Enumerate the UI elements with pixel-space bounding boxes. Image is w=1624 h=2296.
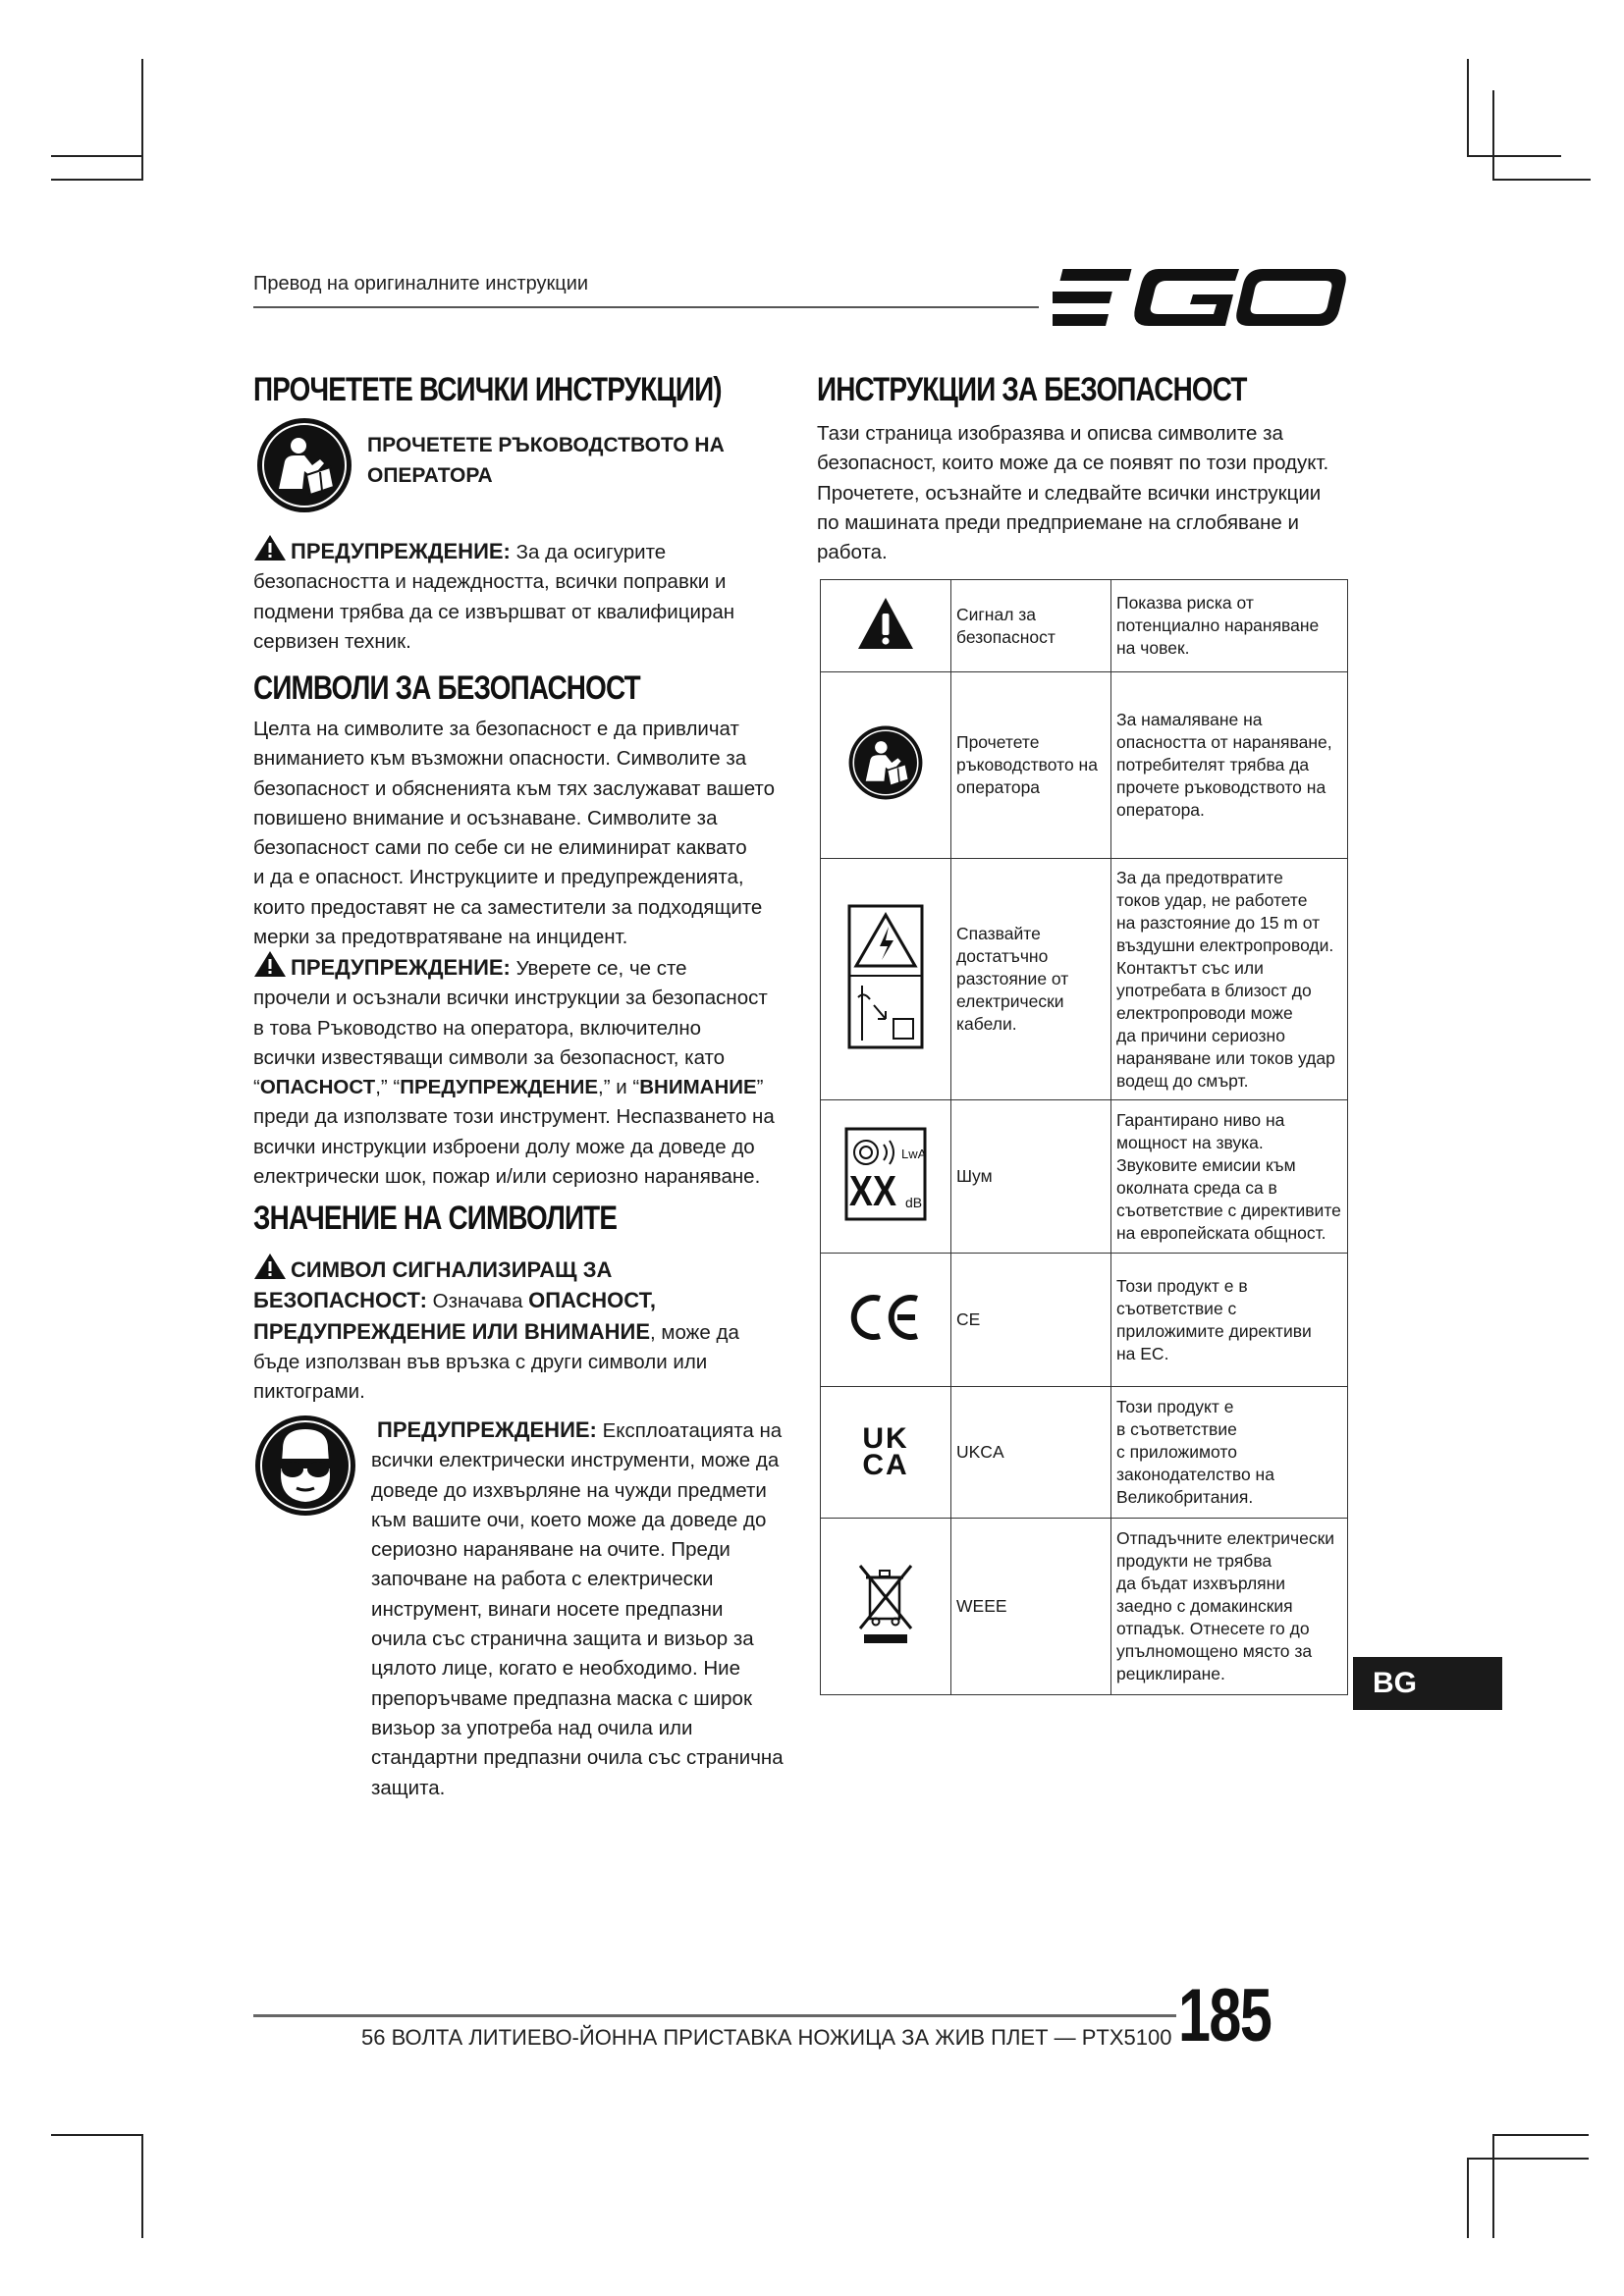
- text-line: електрически шок, пожар и/или сериозно нараняване.: [253, 1165, 761, 1189]
- text-line: всички известяващи символи за безопасност, като: [253, 1045, 726, 1069]
- text-line: сериозно нараняване на очите. Преди: [371, 1538, 731, 1562]
- text-line: препоръчваме предпазна маска с широк: [371, 1686, 752, 1710]
- footer-rule: [253, 2014, 1176, 2017]
- text-line: оператора: [956, 777, 1041, 797]
- warning-triangle-icon: [253, 950, 287, 978]
- text-line: на разстояние до 15 m от: [1116, 912, 1321, 933]
- text-line: безопасност и обясненията към тях заслужават вашето: [253, 776, 775, 800]
- text-line: започване на работа с електрически: [371, 1568, 714, 1591]
- power-line-distance-icon: [846, 903, 925, 1050]
- text-line: законодателство на: [1116, 1465, 1274, 1484]
- text-line: упълномощено място за: [1116, 1641, 1313, 1661]
- text-line: кабели.: [956, 1014, 1017, 1034]
- text-line: отпадък. Отнесете го до: [1116, 1619, 1310, 1638]
- text-line: повишено внимание и осъзнаване. Символите за: [253, 806, 718, 829]
- crop-mark: [1492, 2134, 1589, 2136]
- heading-symbol-meaning: ЗНАЧЕНИЕ НА СИМВОЛИТЕ: [253, 1200, 618, 1237]
- text-line: “ОПАСНОСТ,” “ПРЕДУПРЕЖДЕНИЕ,” и “ВНИМАНИЕ”: [253, 1076, 764, 1099]
- symbol-desc-cell: [1111, 859, 1348, 1100]
- text-line: Този продукт е: [1116, 1397, 1234, 1416]
- symbol-cell: [821, 580, 951, 672]
- text-line: нараняване или токов удар: [1116, 1047, 1335, 1068]
- symbol-cell: [821, 1254, 951, 1387]
- table-row: [821, 1519, 1348, 1695]
- text-line: електропроводи може: [1116, 1002, 1293, 1023]
- heading-read-all: ПРОЧЕТЕТЕ ВСИЧКИ ИНСТРУКЦИИ): [253, 371, 722, 408]
- text-line: мощност на звука.: [1116, 1132, 1264, 1152]
- text-line: безопасност: [956, 626, 1056, 647]
- text-line: оператора.: [1116, 800, 1205, 820]
- keyword-warning-attention: ПРЕДУПРЕЖДЕНИЕ ИЛИ ВНИМАНИЕ: [253, 1318, 651, 1344]
- text-line: Спазвайте: [956, 924, 1041, 943]
- text-line: Прочетете: [956, 732, 1040, 752]
- warning-label: ПРЕДУПРЕЖДЕНИЕ:: [377, 1417, 597, 1442]
- text-line: ръководството на: [956, 755, 1098, 774]
- text-line: За да осигурите: [515, 541, 667, 563]
- page-number: 185: [1178, 1974, 1272, 2057]
- read-manual-line1: ПРОЧЕТЕТЕ РЪКОВОДСТВОТО НА: [367, 434, 725, 456]
- language-tab: BG: [1353, 1657, 1502, 1710]
- symbol-desc-cell: [1111, 580, 1348, 672]
- text-line: токов удар, не работете: [1116, 889, 1308, 910]
- text-line: достатъчно: [956, 946, 1049, 966]
- text-line: визьор за употреба над очила или: [371, 1716, 693, 1739]
- crop-mark: [51, 2134, 143, 2136]
- text-line: заедно с домакинския: [1116, 1596, 1293, 1616]
- text-and: и: [616, 1076, 627, 1099]
- symbol-desc-cell: [1111, 1519, 1348, 1695]
- text-line: подмени трябва да се извършват от квалифициран: [253, 600, 735, 623]
- warning-triangle-icon: [253, 534, 287, 561]
- text-line: защита.: [371, 1776, 446, 1799]
- symbols-paragraph: [253, 715, 784, 952]
- text-line: прочели и осъзнали всички инструкции за безопасност: [253, 987, 768, 1010]
- noise-db-label: dB: [905, 1195, 923, 1210]
- text-line: Този продукт е в: [1116, 1275, 1248, 1296]
- text-line: на ЕС.: [1116, 1343, 1169, 1363]
- text-line: съответствие с директивите: [1116, 1200, 1341, 1220]
- crop-mark: [51, 179, 143, 181]
- symbol-name-cell: [951, 580, 1111, 672]
- crop-mark: [141, 59, 143, 179]
- text-line: които предоставят не са заместители за подходящите: [253, 895, 763, 919]
- alert-title: БЕЗОПАСНОСТ:: [253, 1288, 427, 1313]
- ukca-bottom: CA: [862, 1449, 909, 1481]
- text-line: Сигнал за: [956, 604, 1037, 624]
- text-line: стандартни предпазни очила със странична: [371, 1746, 784, 1770]
- keyword-attention: ВНИМАНИЕ: [639, 1076, 757, 1099]
- warning-label: ПРЕДУПРЕЖДЕНИЕ:: [291, 539, 511, 563]
- text-line: приложимите директиви: [1116, 1320, 1312, 1341]
- symbol-desc-cell: [1111, 1387, 1348, 1519]
- table-row: [821, 1387, 1348, 1519]
- table-row: [821, 1254, 1348, 1387]
- noise-level-icon: [844, 1127, 927, 1221]
- text-line: доведе до изхвърляне на чужди предмети: [371, 1478, 767, 1502]
- symbol-desc-cell: [1111, 1100, 1348, 1254]
- safety-alert-paragraph: [253, 1253, 784, 1407]
- text-line: пиктограми.: [253, 1380, 365, 1404]
- text-line: безопасността и надеждността, всички поправки и: [253, 570, 727, 594]
- text-line: в това Ръководство на оператора, включително: [253, 1016, 702, 1040]
- text-line: рециклиране.: [1116, 1664, 1225, 1683]
- ukca-mark-icon: [862, 1422, 909, 1481]
- text-line: всички електрически инструменти, може да: [371, 1449, 780, 1472]
- crop-mark: [1467, 2158, 1469, 2238]
- text-line: с приложимото: [1116, 1442, 1237, 1462]
- symbol-name-cell: [951, 859, 1111, 1100]
- text-line: електрически: [956, 991, 1064, 1011]
- text-line: сервизен техник.: [253, 629, 411, 653]
- warning-triangle-icon: [856, 596, 915, 651]
- heading-safety-symbols: СИМВОЛИ ЗА БЕЗОПАСНОСТ: [253, 669, 640, 707]
- text-line: опасността от нараняване,: [1116, 732, 1332, 752]
- symbol-name-cell: [951, 672, 1111, 859]
- text-line: по машината преди предприемане на сглобяване и: [817, 510, 1299, 534]
- text-line: в съответствие: [1116, 1419, 1237, 1439]
- text-line: Означава: [432, 1290, 523, 1313]
- symbol-name-cell: [951, 1254, 1111, 1387]
- text-line: бъде използван във връзка с други символи или: [253, 1350, 708, 1373]
- text-line: на европейската общност.: [1116, 1222, 1326, 1243]
- safety-intro-paragraph: [817, 419, 1347, 567]
- text-line: Тази страница изобразява и описва символите за: [817, 422, 1283, 445]
- table-row: [821, 672, 1348, 859]
- text-line: Експлоатацията на: [602, 1419, 783, 1442]
- text-line: инструмент, винаги носете предпазни: [371, 1597, 724, 1621]
- crop-mark: [1467, 2158, 1589, 2160]
- text-line: UKCA: [956, 1442, 1004, 1462]
- text-line: безопасност, които може да се появят по този продукт.: [817, 452, 1329, 475]
- symbol-cell: [821, 1519, 951, 1695]
- text-line: и да е опасност. Инструкциите и предупрежденията,: [253, 866, 744, 889]
- read-manual-icon: [847, 724, 924, 801]
- alert-title: СИМВОЛ СИГНАЛИЗИРАЩ ЗА: [291, 1257, 613, 1282]
- text-line: да причини сериозно: [1116, 1025, 1285, 1045]
- ego-logo: [1053, 263, 1347, 332]
- symbol-cell: [821, 1387, 951, 1519]
- text-line: Гарантирано ниво на: [1116, 1109, 1285, 1130]
- text-line: безопасност сами по себе си не елиминират каквато: [253, 836, 747, 860]
- symbol-name-cell: [951, 1519, 1111, 1695]
- warning-triangle-icon: [253, 1253, 287, 1280]
- read-manual-icon: [255, 416, 353, 514]
- symbol-name-cell: [951, 1100, 1111, 1254]
- keyword-danger: ОПАСНОСТ,: [528, 1288, 656, 1313]
- text-line: мерки за предотвратяване на инцидент.: [253, 926, 628, 949]
- crop-mark: [1467, 155, 1561, 157]
- text-line: на човек.: [1116, 638, 1190, 658]
- text-line: Отпадъчните електрически: [1116, 1528, 1335, 1548]
- text-line: преди да използвате този инструмент. Неспазването на: [253, 1105, 775, 1129]
- text-line: съответствие с: [1116, 1298, 1237, 1318]
- read-manual-line2: ОПЕРАТОРА: [367, 464, 493, 487]
- table-row: [821, 859, 1348, 1100]
- noise-lwa-label: LwA: [901, 1147, 927, 1161]
- warning-paragraph-2: [253, 950, 784, 1192]
- symbol-desc-cell: [1111, 1254, 1348, 1387]
- ukca-top: UK: [862, 1422, 909, 1455]
- keyword-warning: ПРЕДУПРЕЖДЕНИЕ: [400, 1076, 599, 1099]
- crop-mark: [51, 155, 141, 157]
- header-subtitle: Превод на оригиналните инструкции: [253, 273, 589, 294]
- text-line: , може да: [650, 1320, 739, 1344]
- text-line: към вашите очи, което може да доведе до: [371, 1508, 767, 1531]
- text-line: Целта на символите за безопасност е да привличат: [253, 718, 739, 740]
- keyword-danger: ОПАСНОСТ: [259, 1076, 376, 1099]
- text-line: Прочетете, осъзнайте и следвайте всички инструкции: [817, 481, 1322, 505]
- text-line: вниманието към възможни опасности. Символите за: [253, 747, 747, 771]
- crop-mark: [1492, 2134, 1494, 2238]
- warning-label: ПРЕДУПРЕЖДЕНИЕ:: [291, 955, 511, 980]
- text-line: Шум: [956, 1166, 993, 1186]
- warning-paragraph-1: [253, 534, 784, 657]
- text-line: разстояние от: [956, 969, 1069, 988]
- symbol-name-cell: [951, 1387, 1111, 1519]
- footer-title: 56 ВОЛТА ЛИТИЕВО-ЙОННА ПРИСТАВКА НОЖИЦА ЗА ЖИВ ПЛЕТ — PTX5100: [361, 2025, 1172, 2050]
- text-line: всички инструкции изброени долу може да доведе до: [253, 1135, 755, 1158]
- text-line: водещ до смърт.: [1116, 1070, 1249, 1091]
- text-line: За да предотвратите: [1116, 867, 1283, 887]
- crop-mark: [141, 2134, 143, 2238]
- text-line: потенциално нараняване: [1116, 615, 1320, 635]
- weee-bin-icon: [856, 1560, 915, 1648]
- heading-safety-instructions: ИНСТРУКЦИИ ЗА БЕЗОПАСНОСТ: [817, 371, 1247, 408]
- text-line: околната среда са в: [1116, 1177, 1277, 1198]
- text-line: да бъдат изхвърляни: [1116, 1574, 1286, 1593]
- text-line: Великобритания.: [1116, 1487, 1254, 1507]
- ce-mark-icon: [848, 1293, 923, 1342]
- text-line: CE: [956, 1309, 981, 1329]
- text-line: потребителят трябва да: [1116, 755, 1310, 774]
- symbol-cell: [821, 859, 951, 1100]
- text-line: Показва риска от: [1116, 593, 1254, 613]
- text-line: употребата в близост до: [1116, 980, 1312, 1000]
- symbols-table: [820, 579, 1348, 1695]
- text-line: работа.: [817, 541, 888, 564]
- text-line: прочете ръководството на: [1116, 777, 1326, 797]
- text-line: очила със странична защита и визьор за: [371, 1628, 754, 1651]
- text-line: Звуковите емисии към: [1116, 1154, 1296, 1175]
- text-line: въздушни електропроводи.: [1116, 934, 1334, 955]
- noise-xx-label: XX: [848, 1166, 897, 1215]
- crop-mark: [1492, 179, 1591, 181]
- text-line: Уверете се, че сте: [515, 957, 687, 980]
- table-row: [821, 580, 1348, 672]
- symbol-desc-cell: [1111, 672, 1348, 859]
- text-line: Контактът със или: [1116, 957, 1264, 978]
- header-rule: [253, 306, 1039, 308]
- crop-mark: [1467, 59, 1469, 157]
- symbol-cell: [821, 1100, 951, 1254]
- text-line: продукти не трябва: [1116, 1551, 1272, 1571]
- crop-mark: [1492, 90, 1494, 181]
- eye-protection-icon: [253, 1414, 357, 1518]
- text-line: WEEE: [956, 1596, 1007, 1616]
- text-line: цялото лице, когато е необходимо. Ние: [371, 1657, 740, 1681]
- eye-warning-paragraph: [371, 1415, 793, 1803]
- symbol-cell: [821, 672, 951, 859]
- table-row: [821, 1100, 1348, 1254]
- text-line: За намаляване на: [1116, 710, 1263, 729]
